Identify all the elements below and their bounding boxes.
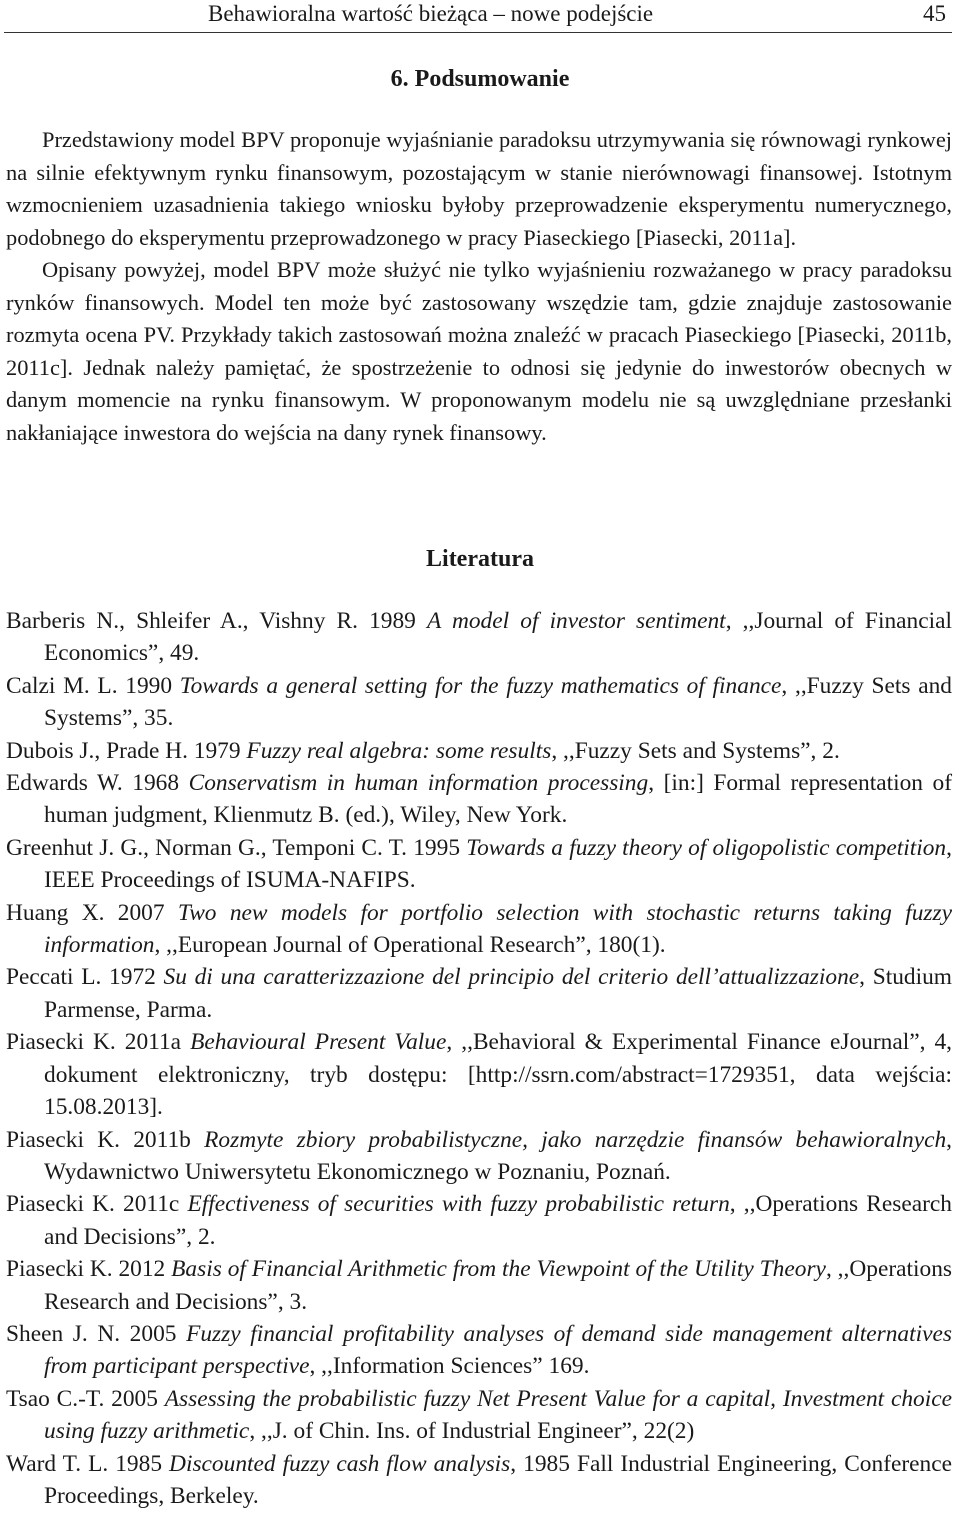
reference-authors: Huang X. 2007	[6, 899, 178, 926]
reference-authors: Tsao C.-T. 2005	[6, 1385, 165, 1412]
reference-authors: Peccati L. 1972	[6, 964, 164, 991]
reference-source: , [in:] Formal representation of human judgment, Klienmutz B. (ed.), Wiley, New York.	[44, 770, 952, 829]
reference-item	[6, 670, 952, 735]
reference-title: A model of investor sentiment	[426, 608, 726, 634]
reference-source: , ,,Behavioral & Experimental Finance eJournal”, 4, dokument elektroniczny, tryb dostępu: [http://ssrn.com/abstract=1729351, data wejścia: 15.08.2013].	[44, 1029, 953, 1121]
reference-source: , ,,Information Sciences” 169.	[309, 1353, 590, 1380]
reference-item	[6, 1026, 952, 1123]
reference-source: , ,,Fuzzy Sets and Systems”, 2.	[551, 737, 840, 764]
section-heading-summary: 6. Podsumowanie	[390, 66, 570, 92]
reference-authors: Ward T. L. 1985	[6, 1450, 170, 1477]
reference-source: , 1985 Fall Industrial Engineering, Conference Proceedings, Berkeley.	[44, 1450, 952, 1509]
reference-source: , ,,Fuzzy Sets and Systems”, 35.	[44, 672, 953, 732]
reference-item	[6, 1318, 952, 1383]
reference-source: , Studium Parmense, Parma.	[44, 964, 952, 1023]
page-number: 45	[923, 1, 946, 26]
running-title: Behawioralna wartość bieżąca – nowe podejście	[208, 1, 654, 26]
reference-authors: Piasecki K. 2011a	[6, 1029, 191, 1056]
reference-title: Fuzzy financial profitability analyses of demand side management alternatives from participant perspective	[44, 1320, 952, 1380]
reference-authors: Piasecki K. 2011b	[6, 1126, 205, 1153]
reference-title: Su di una caratterizzazione del principio del criterio dell’attualizzazione	[163, 964, 860, 991]
reference-source: , ,,Operations Research and Decisions”, 2.	[44, 1191, 953, 1250]
reference-item	[6, 1383, 952, 1448]
reference-item	[6, 767, 952, 832]
reference-authors: Barberis N., Shleifer A., Vishny R. 1989	[6, 608, 427, 634]
summary-sentence: Model ten może być zastosowany wszędzie tam, gdzie znajduje zastosowanie rozmyta ocena PV.	[6, 289, 952, 347]
section-heading-literature: Literatura	[426, 546, 534, 572]
reference-source: , IEEE Proceedings of ISUMA-NAFIPS.	[44, 834, 952, 894]
reference-title: Conservatism in human information processing	[188, 770, 649, 797]
reference-title: Fuzzy real algebra: some results	[246, 737, 552, 764]
reference-title: Towards a general setting for the fuzzy mathematics of finance	[179, 672, 782, 699]
reference-item	[6, 1124, 952, 1189]
reference-authors: Calzi M. L. 1990	[6, 672, 180, 699]
reference-item	[6, 1448, 952, 1513]
reference-title: Towards a fuzzy theory of oligopolistic competition	[466, 834, 947, 861]
reference-item	[6, 961, 952, 1026]
summary-sentence: Opisany powyżej, model BPV może służyć nie tylko wyjaśnieniu rozważanego w pracy paradoksu rynków finansowych.	[6, 257, 952, 315]
reference-source: , ,,European Journal of Operational Research”, 180(1).	[154, 932, 666, 959]
reference-title: Basis of Financial Arithmetic from the Viewpoint of the Utility Theory	[171, 1256, 826, 1283]
summary-sentence: Jednak należy pamiętać, że spostrzeżenie to odnosi się jedynie do inwestorów obecnych w danym momencie na rynku finansowym.	[6, 354, 952, 412]
summary-paragraph	[6, 124, 952, 449]
summary-sentence: Istotnym wzmocnieniem uzasadnienia takiego wniosku byłoby przeprowadzenie eksperymentu numerycznego, podobnego do eksperymentu przeprowadzonego w pracy Piaseckiego [Piasecki, 2011a].	[6, 159, 953, 250]
reference-title: Behavioural Present Value	[190, 1029, 447, 1056]
reference-title: Discounted fuzzy cash flow analysis	[169, 1450, 511, 1477]
reference-authors: Greenhut J. G., Norman G., Temponi C. T. 1995	[6, 834, 467, 861]
reference-source: , ,,Operations Research and Decisions”, 3.	[44, 1256, 952, 1315]
reference-item	[6, 832, 952, 897]
reference-list	[6, 605, 952, 1512]
reference-title: Effectiveness of securities with fuzzy probabilistic return	[187, 1191, 730, 1218]
summary-sentence: W proponowanym modelu nie są uwzględniane przesłanki nakłaniające inwestora do wejścia na dany rynek finansowy.	[6, 387, 952, 445]
reference-authors: Dubois J., Prade H. 1979	[6, 737, 247, 764]
reference-title: Rozmyte zbiory probabilistyczne, jako narzędzie finansów behawioralnych	[204, 1126, 947, 1153]
reference-item	[6, 735, 952, 767]
reference-item	[6, 897, 952, 962]
reference-source: , ,,J. of Chin. Ins. of Industrial Engineer”, 22(2)	[249, 1418, 695, 1445]
reference-authors: Edwards W. 1968	[6, 770, 189, 797]
reference-title: Two new models for portfolio selection with stochastic returns taking fuzzy information	[44, 899, 952, 959]
reference-title: Assessing the probabilistic fuzzy Net Present Value for a capital, Investment choice using fuzzy arithmetic	[44, 1385, 953, 1445]
reference-authors: Piasecki K. 2011c	[6, 1191, 188, 1218]
reference-source: , ,,Journal of Financial Economics”, 49.	[44, 608, 952, 667]
reference-authors: Piasecki K. 2012	[6, 1256, 172, 1283]
running-header	[4, 0, 952, 33]
reference-item	[6, 1188, 952, 1253]
reference-authors: Sheen J. N. 2005	[6, 1320, 187, 1347]
reference-source: , Wydawnictwo Uniwersytetu Ekonomicznego w Poznaniu, Poznań.	[44, 1126, 953, 1185]
summary-sentence: Przykłady takich zastosowań można znaleźć w pracach Piaseckiego [Piasecki, 2011b, 2011c].	[6, 322, 953, 380]
summary-sentence: Przedstawiony model BPV proponuje wyjaśnianie paradoksu utrzymywania się równowagi rynkowej na silnie efektywnym rynku finansowym, pozostającym w stanie nierównowagi finansowej.	[6, 127, 952, 185]
reference-item	[6, 605, 952, 670]
reference-item	[6, 1253, 952, 1318]
